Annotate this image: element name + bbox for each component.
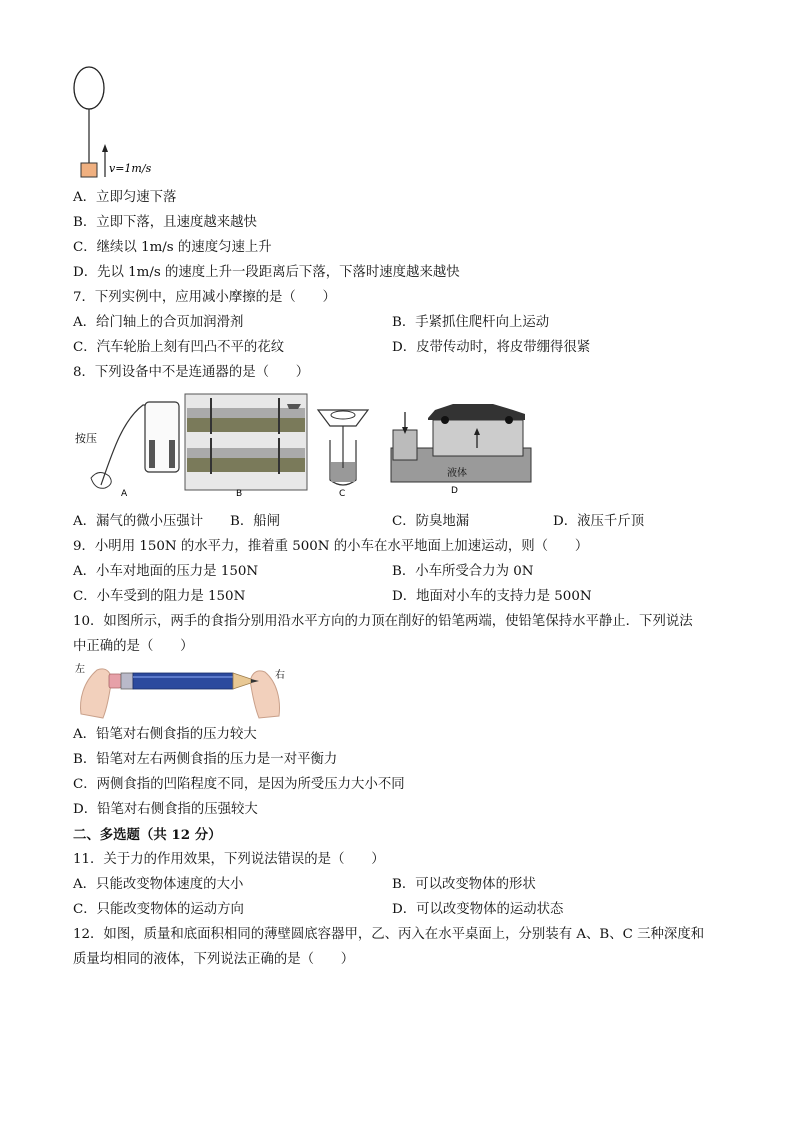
q6-option-d: D．先以 1m/s 的速度上升一段距离后下落，下落时速度越来越快 xyxy=(73,265,460,280)
q9-option-a: A．小车对地面的压力是 150N xyxy=(73,564,259,579)
q8-option-a: A．漏气的微小压强计 xyxy=(73,514,204,529)
q9-option-b: B．小车所受合力为 0N xyxy=(392,564,534,579)
jack-big-cylinder xyxy=(433,420,523,456)
pencil-ferrule xyxy=(121,673,133,689)
q9-option-d: D．地面对小车的支持力是 500N xyxy=(392,589,592,604)
lock-water-top xyxy=(187,408,305,418)
q7-option-d: D．皮带传动时，将皮带绷得很紧 xyxy=(392,340,591,355)
weight-block xyxy=(81,163,97,177)
right-label: 右 xyxy=(275,670,285,681)
q8-devices-figure xyxy=(73,390,533,500)
left-label: 左 xyxy=(75,664,85,675)
q7-option-c: C．汽车轮胎上刻有凹凸不平的花纹 xyxy=(73,340,285,355)
q7-option-a: A．给门轴上的合页加润滑剂 xyxy=(73,315,244,330)
q8-option-c: C．防臭地漏 xyxy=(392,514,470,529)
q8-option-b: B．船闸 xyxy=(230,514,281,529)
q11-option-b: B．可以改变物体的形状 xyxy=(392,877,536,892)
q6-option-b: B．立即下落，且速度越来越快 xyxy=(73,215,257,230)
device-d-hydraulic-jack xyxy=(391,404,531,496)
left-finger xyxy=(81,669,112,718)
jack-car-wheel-2 xyxy=(505,416,513,424)
pencil-eraser xyxy=(109,674,121,688)
q9-option-c: C．小车受到的阻力是 150N xyxy=(73,589,246,604)
velocity-label: v=1m/s xyxy=(109,162,152,175)
q7-stem: 7．下列实例中，应用减小摩擦的是（ ） xyxy=(73,290,336,305)
q7-option-b: B．手紧抓住爬杆向上运动 xyxy=(392,315,550,330)
gauge-tube xyxy=(101,405,147,485)
velocity-arrow-head xyxy=(102,144,108,152)
device-d-label: D xyxy=(451,486,458,496)
q11-option-a: A．只能改变物体速度的大小 xyxy=(73,877,244,892)
drain-grate xyxy=(331,411,355,419)
device-c-label: C xyxy=(339,489,346,499)
q11-stem: 11．关于力的作用效果，下列说法错误的是（ ） xyxy=(73,852,385,867)
pencil-body xyxy=(133,673,233,689)
device-b-label: B xyxy=(236,489,243,499)
device-b-ship-lock xyxy=(185,394,307,499)
q6-option-a: A．立即匀速下落 xyxy=(73,190,177,205)
press-label: 按压 xyxy=(75,432,97,445)
q10-option-a: A．铅笔对右侧食指的压力较大 xyxy=(73,727,257,742)
gauge-liquid-left xyxy=(149,440,155,468)
pencil-figure xyxy=(73,660,293,720)
q10-option-d: D．铅笔对右侧食指的压强较大 xyxy=(73,802,258,817)
device-c-floor-drain xyxy=(318,410,368,499)
device-a-label: A xyxy=(121,489,128,499)
jack-small-cylinder xyxy=(393,430,417,460)
q12-stem-line1: 12．如图，质量和底面积相同的薄壁圆底容器甲，乙、丙入在水平桌面上，分别装有 A、B、C 三种深度和 xyxy=(73,927,705,942)
q10-stem-line2: 中正确的是（ ） xyxy=(73,639,194,654)
lock-earth-bottom xyxy=(187,458,305,472)
lock-earth-top xyxy=(187,418,305,432)
q6-option-c: C．继续以 1m/s 的速度匀速上升 xyxy=(73,240,272,255)
balloon-shape xyxy=(74,67,104,109)
q11-option-d: D．可以改变物体的运动状态 xyxy=(392,902,564,917)
device-a-pressure-gauge xyxy=(75,402,179,499)
section-title: 二、多选题（共 12 分） xyxy=(73,827,222,843)
liquid-label: 液体 xyxy=(447,468,467,479)
pencil-wood-tip xyxy=(233,673,251,689)
q8-stem: 8．下列设备中不是连通器的是（ ） xyxy=(73,365,310,380)
jack-car-wheel-1 xyxy=(441,416,449,424)
gauge-liquid-right xyxy=(169,440,175,468)
q11-option-c: C．只能改变物体的运动方向 xyxy=(73,902,244,917)
gauge-hand xyxy=(91,472,111,488)
q10-option-b: B．铅笔对左右两侧食指的压力是一对平衡力 xyxy=(73,752,338,767)
q10-stem-line1: 10．如图所示，两手的食指分别用沿水平方向的力顶在削好的铅笔两端，使铅笔保持水平静止．下列说法 xyxy=(73,614,693,629)
drain-cover xyxy=(318,410,368,426)
q9-stem: 9．小明用 150N 的水平力，推着重 500N 的小车在水平地面上加速运动，则（ ） xyxy=(73,539,589,554)
lock-water-bottom xyxy=(187,448,305,458)
q12-stem-line2: 质量均相同的液体，下列说法正确的是（ ） xyxy=(73,952,355,967)
q8-option-d: D．液压千斤顶 xyxy=(553,514,645,529)
q10-option-c: C．两侧食指的凹陷程度不同，是因为所受压力大小不同 xyxy=(73,777,405,792)
balloon-figure xyxy=(70,64,170,180)
